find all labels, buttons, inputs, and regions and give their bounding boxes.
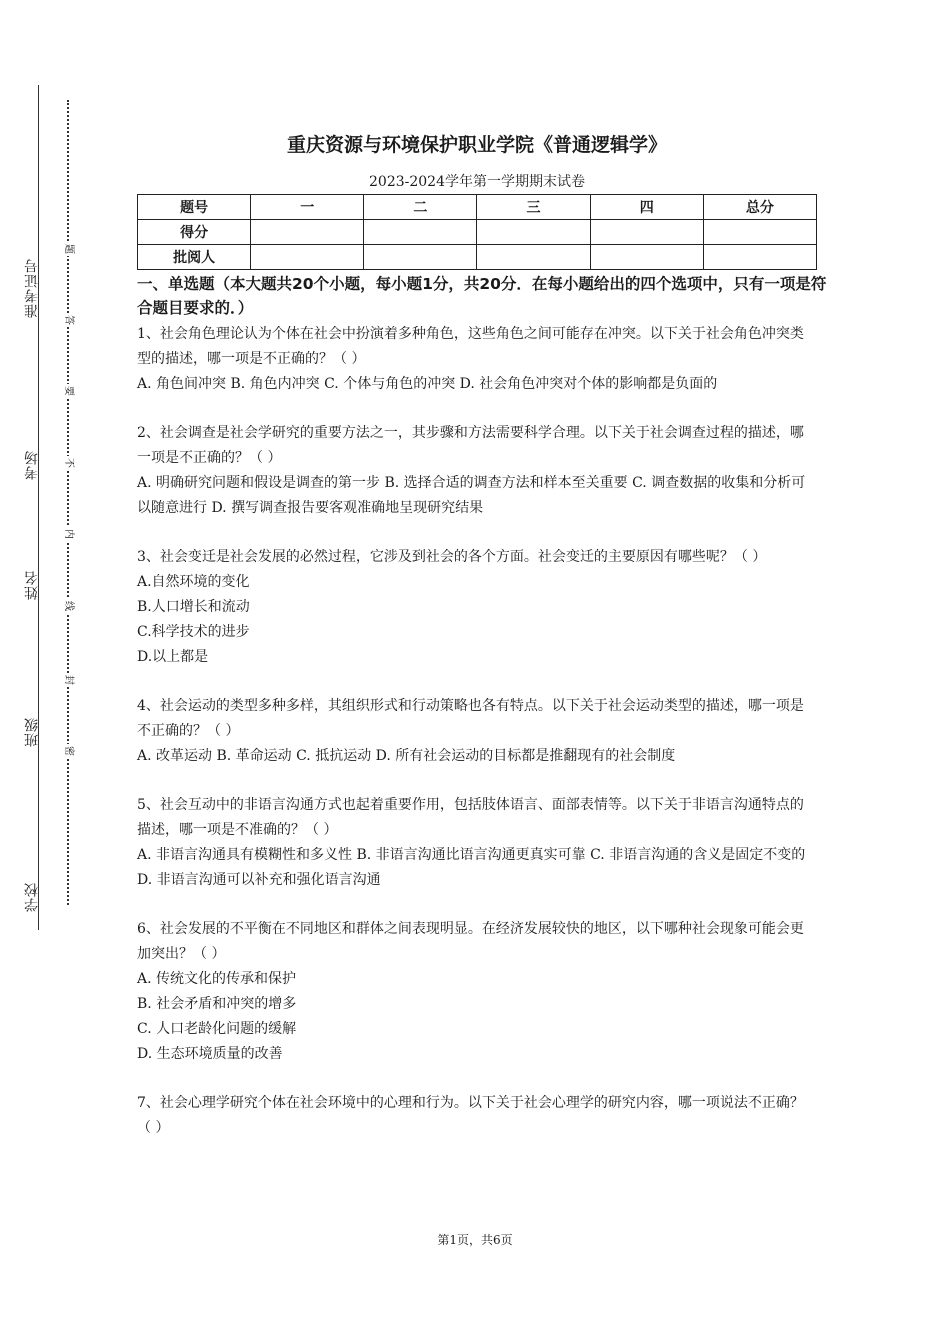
- score-cell: [251, 220, 364, 245]
- question-options: A. 明确研究问题和假设是调查的第一步 B. 选择合适的调查方法和样本至关重要 C. 调查数据的收集和分析可以随意进行 D. 撰写调查报告要客观准确地呈现研究结果: [137, 475, 806, 516]
- seal-char: 不: [63, 458, 74, 468]
- seal-char: 内: [63, 529, 74, 539]
- question-option-a: A.自然环境的变化: [137, 574, 250, 590]
- score-cell: [703, 245, 816, 270]
- question-option-b: B.人口增长和流动: [137, 599, 250, 615]
- score-cell: [590, 220, 703, 245]
- seal-char: 线: [63, 601, 74, 611]
- exam-body: [137, 130, 827, 1141]
- question-stem: 7、社会心理学研究个体在社会环境中的心理和行为。以下关于社会心理学的研究内容，哪一项说法不正确？（ ）: [137, 1095, 804, 1136]
- section-heading: 一、单选题（本大题共20个小题，每小题1分，共20分．在每小题给出的四个选项中，只有一项是符合题目要求的．）: [137, 275, 827, 317]
- field-school-label: 学校: [24, 882, 40, 912]
- question-options: A. 非语言沟通具有模糊性和多义性 B. 非语言沟通比语言沟通更真实可靠 C. 非语言沟通的含义是固定不变的 D. 非语言沟通可以补充和强化语言沟通: [137, 847, 806, 888]
- question-option-b: B. 社会矛盾和冲突的增多: [137, 996, 297, 1012]
- exam-title: 重庆资源与环境保护职业学院《普通逻辑学》: [286, 134, 667, 156]
- page-footer: 第1页，共6页: [437, 1233, 513, 1247]
- score-table-row: [138, 245, 817, 270]
- question-stem: 2、社会调查是社会学研究的重要方法之一，其步骤和方法需要科学合理。以下关于社会调查过程的描述，哪一项是不正确的？（ ）: [137, 425, 804, 466]
- score-cell-header: 二: [364, 195, 477, 220]
- question-options: A. 改革运动 B. 革命运动 C. 抵抗运动 D. 所有社会运动的目标都是推翻现有的社会制度: [137, 748, 676, 764]
- question-2: [137, 421, 817, 521]
- score-cell-header: 三: [477, 195, 590, 220]
- score-cell: [251, 245, 364, 270]
- score-cell: [590, 245, 703, 270]
- question-4: [137, 694, 817, 769]
- question-option-c: C.科学技术的进步: [137, 624, 250, 640]
- score-table-row: [138, 220, 817, 245]
- score-cell: [477, 220, 590, 245]
- exam-subtitle: 2023-2024学年第一学期期末试卷: [369, 174, 585, 190]
- question-options: A. 角色间冲突 B. 角色内冲突 C. 个体与角色的冲突 D. 社会角色冲突对个体的影响都是负面的: [137, 376, 718, 392]
- score-cell-header: 总分: [703, 195, 816, 220]
- question-stem: 4、社会运动的类型多种多样，其组织形式和行动策略也各有特点。以下关于社会运动类型的描述，哪一项是不正确的？（ ）: [137, 698, 804, 739]
- field-class-label: 班级: [24, 717, 40, 747]
- score-row-label: 得分: [138, 220, 251, 245]
- binding-solid-line: [38, 85, 39, 930]
- field-exam-room-label: 考场: [24, 450, 40, 480]
- field-admission-number-label: 准考证号: [24, 258, 40, 318]
- question-option-d: D. 生态环境质量的改善: [137, 1046, 283, 1062]
- score-cell-header: 一: [251, 195, 364, 220]
- seal-char: 要: [63, 386, 74, 396]
- seal-char: 答: [63, 315, 74, 325]
- score-row-label: 批阅人: [138, 245, 251, 270]
- seal-char: 封: [63, 675, 74, 685]
- score-cell: [364, 220, 477, 245]
- question-stem: 6、社会发展的不平衡在不同地区和群体之间表现明显。在经济发展较快的地区，以下哪种社会现象可能会更加突出？（ ）: [137, 921, 804, 962]
- seal-char: 题: [63, 244, 74, 254]
- binding-margin: [0, 0, 80, 1000]
- score-table-header-row: [138, 195, 817, 220]
- question-stem: 3、社会变迁是社会发展的必然过程，它涉及到社会的各个方面。社会变迁的主要原因有哪些呢？（ ）: [137, 549, 767, 565]
- score-cell: [364, 245, 477, 270]
- score-cell: [703, 220, 816, 245]
- field-name-label: 姓名: [24, 570, 40, 600]
- question-7: [137, 1091, 817, 1141]
- question-option-c: C. 人口老龄化问题的缓解: [137, 1021, 297, 1037]
- question-stem: 1、社会角色理论认为个体在社会中扮演着多种角色，这些角色之间可能存在冲突。以下关于社会角色冲突类型的描述，哪一项是不正确的？（ ）: [137, 326, 804, 367]
- seal-char: 密: [63, 746, 74, 756]
- question-option-d: D.以上都是: [137, 649, 209, 665]
- question-1: [137, 322, 817, 397]
- question-stem: 5、社会互动中的非语言沟通方式也起着重要作用，包括肢体语言、面部表情等。以下关于非语言沟通特点的描述，哪一项是不准确的？（ ）: [137, 797, 804, 838]
- question-6: [137, 917, 817, 1067]
- score-table: [137, 194, 817, 270]
- binding-dotted-line: [67, 100, 69, 905]
- score-cell: [477, 245, 590, 270]
- question-option-a: A. 传统文化的传承和保护: [137, 971, 297, 987]
- question-5: [137, 793, 817, 893]
- question-3: [137, 545, 817, 670]
- score-cell-header: 四: [590, 195, 703, 220]
- score-cell-header: 题号: [138, 195, 251, 220]
